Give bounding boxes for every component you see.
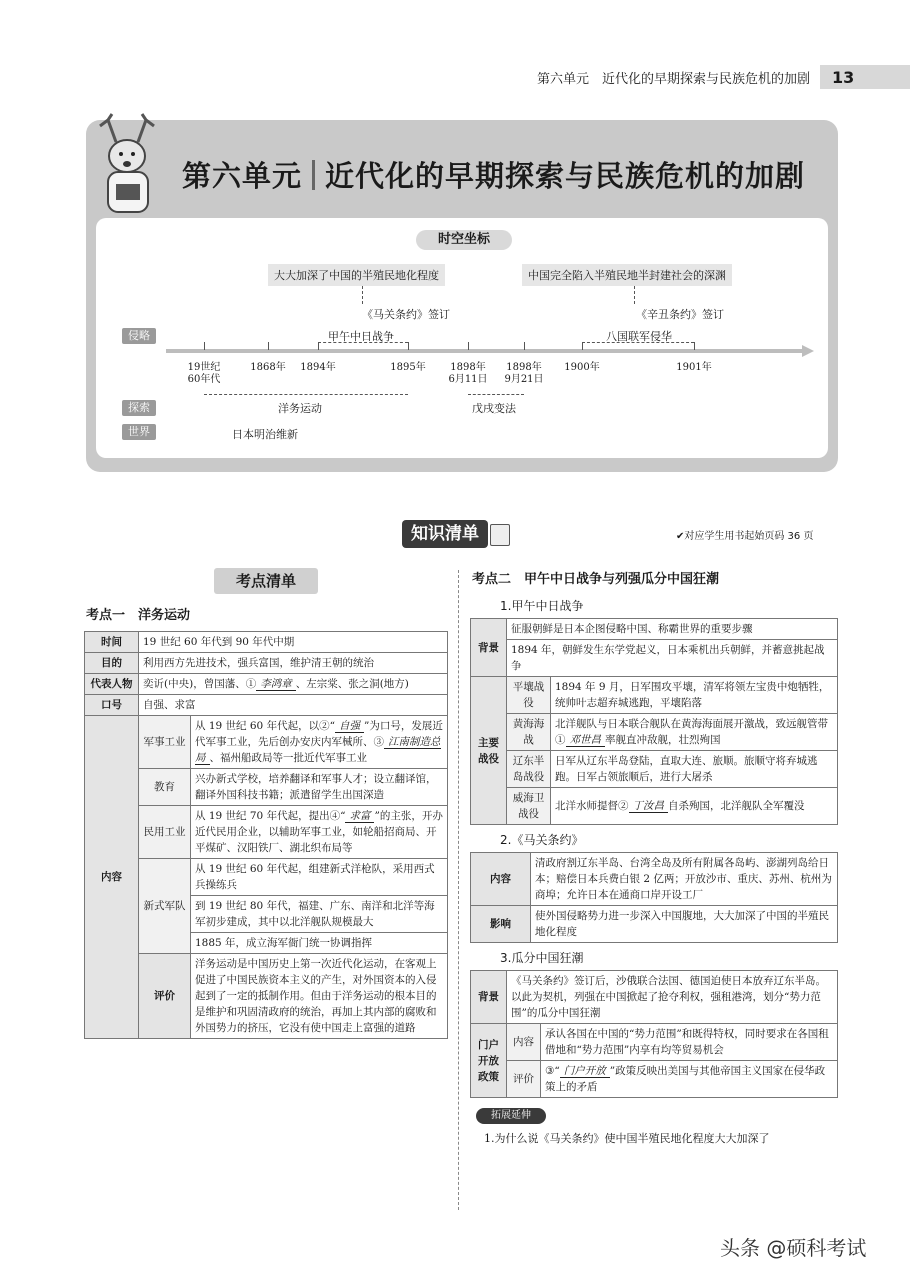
mil-mid: ”为口号，发展近代军事工业，先后创办安庆内军械所、③ (195, 720, 443, 748)
notebook-icon (490, 524, 510, 546)
row-header: 目的 (85, 653, 139, 674)
fill-answer: 求富 (345, 810, 374, 823)
deer-mascot-icon (86, 112, 176, 222)
mil-pre: 从 19 世纪 60 年代起，以②“ (195, 720, 335, 732)
timeline-card (96, 218, 828, 458)
table-row (85, 695, 448, 716)
unit-label: 第六单元 (182, 159, 303, 193)
subsection-3: 3.瓜分中国狂潮 (500, 951, 584, 965)
op-post: ”政策反映出美国与其他帝国主义国家在侵华政策上的矛盾 (545, 1065, 826, 1093)
table-row (85, 653, 448, 674)
civ-post: ”的主张，开办近代民用企业，以辅助军事工业，如轮船招商局、开平煤矿、汉阳铁厂、湖北织布局等 (195, 810, 443, 854)
row-value: 兴办新式学校，培养翻译和军事人才；设立翻译馆，翻译外国科技书籍；派遣留学生出国深造 (191, 769, 448, 806)
row-value: 从 19 世纪 60 年代起，组建新式洋枪队，采用西式兵操练兵 (191, 859, 448, 896)
extension-badge: 拓展延伸 (476, 1108, 546, 1124)
span-war1 (318, 342, 408, 343)
chapter-banner (86, 120, 838, 472)
treaty-left: 《马关条约》签订 (362, 308, 450, 321)
b4-pre: 北洋水师提督② (555, 800, 629, 812)
row-header: 代表人物 (85, 674, 139, 695)
mil-post: 、福州船政局等一批近代军事工业 (209, 752, 367, 764)
table-row (471, 971, 838, 1024)
subsection-2: 2.《马关条约》 (500, 833, 584, 847)
year-1898-jun-a: 1898年 (450, 362, 486, 373)
table-row (471, 1061, 838, 1098)
tick (408, 342, 409, 350)
row-value: 1894 年，朝鲜发生东学党起义，日本乘机出兵朝鲜，并蓄意挑起战争 (507, 640, 838, 677)
row-header: 口号 (85, 695, 139, 716)
fill-answer: 自强 (335, 720, 364, 733)
table-row (471, 751, 838, 788)
sub-header: 评价 (507, 1061, 541, 1098)
row-value: 《马关条约》签订后，沙俄联合法国、德国迫使日本放弃辽东半岛。以此为契机，列强在中国掀起了抢夺利权，强租港湾，划分“势力范围”的瓜分中国狂潮 (507, 971, 838, 1024)
year-1901: 1901年 (676, 362, 712, 373)
westernization-table (84, 631, 448, 1039)
table-row (85, 632, 448, 653)
sub-header: 教育 (139, 769, 191, 806)
timeline-axis (166, 349, 806, 353)
tick (582, 342, 583, 350)
row-value (139, 674, 448, 695)
table-row (471, 788, 838, 825)
table-row (85, 716, 448, 769)
sub-header: 军事工业 (139, 716, 191, 769)
fill-answer: 江南制造总局 (195, 736, 441, 764)
year-60s (182, 362, 226, 386)
rep-post: 、左宗棠、张之洞(地方) (295, 678, 409, 690)
sub-header: 威海卫战役 (507, 788, 551, 825)
year-60s-b: 60年代 (187, 374, 221, 385)
row-value: 到 19 世纪 80 年代，福建、广东、南洋和北洋等海军初步建成，其中以北洋舰队规模最大 (191, 896, 448, 933)
subsection-1: 1.甲午中日战争 (500, 599, 584, 613)
sub-header: 新式军队 (139, 859, 191, 954)
row-header: 时间 (85, 632, 139, 653)
b4-post: 自杀殉国，北洋舰队全军覆没 (668, 800, 805, 812)
column-divider (458, 570, 459, 1210)
table-row (471, 640, 838, 677)
arrow-up-right (634, 286, 635, 304)
table-row (85, 806, 448, 859)
fill-answer: 邓世昌 (566, 734, 606, 747)
war-table (470, 618, 838, 825)
tag-invasion: 侵略 (122, 328, 156, 344)
tick (204, 342, 205, 350)
row-value (551, 788, 838, 825)
row-header: 内容 (471, 853, 531, 906)
table-row (471, 1024, 838, 1061)
watermark: 头条 @硕科考试 (720, 1236, 867, 1260)
tick (318, 342, 319, 350)
extension-question: 1.为什么说《马关条约》使中国半殖民地化程度大大加深了 (484, 1132, 770, 1145)
table-row (471, 714, 838, 751)
span-war2 (582, 342, 694, 343)
sub-header: 辽东半岛战役 (507, 751, 551, 788)
op-pre: ③“ (545, 1065, 560, 1077)
running-title: 第六单元 近代化的早期探索与民族危机的加剧 (536, 71, 810, 87)
tick (268, 342, 269, 350)
table-row (471, 619, 838, 640)
b2-pre: 北洋舰队与日本联合舰队在黄海海面展开激战，致远舰管带① (555, 718, 828, 746)
timeline-arrowhead (802, 345, 814, 357)
year-1895: 1895年 (390, 362, 426, 373)
title-separator (312, 160, 315, 190)
row-header: 背景 (471, 971, 507, 1024)
page-number: 13 (820, 65, 910, 89)
table-row (471, 677, 838, 714)
row-header: 门户开放政策 (471, 1024, 507, 1098)
row-header: 主要战役 (471, 677, 507, 825)
partition-table (470, 970, 838, 1098)
row-value: 洋务运动是中国历史上第一次近代化运动，在客观上促进了中国民族资本主义的产生，对外国资本的入侵起到了一定的抵制作用。但由于洋务运动的根本目的是维护和巩固清政府的统治，再加上其内部的腐败和外国势力的挤压，它没有使中国走上富强的道路 (191, 954, 448, 1039)
sub-header: 内容 (507, 1024, 541, 1061)
rep-pre: 奕䜣(中央)，曾国藩、① (143, 678, 257, 690)
arrow-up-left (362, 286, 363, 304)
kaodian-badge: 考点清单 (214, 568, 318, 594)
meiji-label: 日本明治维新 (232, 428, 298, 441)
row-value (191, 716, 448, 769)
row-value: 19 世纪 60 年代到 90 年代中期 (139, 632, 448, 653)
table-row (471, 853, 838, 906)
reform-label: 戊戌变法 (472, 402, 516, 415)
row-value: 日军从辽东半岛登陆，直取大连、旅顺。旅顺守将弃城逃跑。日军占领旅顺后，进行大屠杀 (551, 751, 838, 788)
banner-title (182, 154, 805, 195)
treaty-right: 《辛丑条约》签订 (636, 308, 724, 321)
b2-post: 率舰直冲敌舰，壮烈殉国 (605, 734, 721, 746)
right-column (470, 568, 838, 1146)
year-1898-sep (502, 362, 546, 386)
sub-header: 黄海海战 (507, 714, 551, 751)
row-header: 内容 (85, 716, 139, 1039)
tag-explore: 探索 (122, 400, 156, 416)
row-value (551, 714, 838, 751)
row-header: 背景 (471, 619, 507, 677)
span-reform (468, 394, 524, 395)
timeline-box-left: 大大加深了中国的半殖民地化程度 (268, 264, 445, 286)
tag-world: 世界 (122, 424, 156, 440)
sub-header: 平壤战役 (507, 677, 551, 714)
row-value: 自强、求富 (139, 695, 448, 716)
table-row (85, 954, 448, 1039)
tick (694, 342, 695, 350)
span-movement (204, 394, 408, 395)
row-value: 1885 年，成立海军衙门统一协调指挥 (191, 933, 448, 954)
civ-pre: 从 19 世纪 70 年代起，提出④“ (195, 810, 346, 822)
sub-header: 民用工业 (139, 806, 191, 859)
fill-answer: 门户开放 (560, 1065, 610, 1078)
row-value: 征服朝鲜是日本企图侵略中国、称霸世界的重要步骤 (507, 619, 838, 640)
running-header (470, 64, 910, 90)
year-1898-sep-a: 1898年 (506, 362, 542, 373)
tick (524, 342, 525, 350)
row-value (191, 806, 448, 859)
row-header: 评价 (139, 954, 191, 1039)
row-value: 1894 年 9 月，日军围攻平壤，清军将领左宝贵中炮牺牲，统帅叶志超弃城逃跑，平壤陷落 (551, 677, 838, 714)
row-value: 利用西方先进技术，强兵富国，维护清王朝的统治 (139, 653, 448, 674)
year-60s-a: 19世纪 (187, 362, 221, 373)
treaty-table (470, 852, 838, 943)
war-eight-nation: 八国联军侵华 (606, 330, 672, 343)
table-row (85, 769, 448, 806)
year-1898-jun-b: 6月11日 (448, 374, 488, 385)
table-row (85, 859, 448, 896)
row-value: 承认各国在中国的“势力范围”和既得特权，同时要求在各国租借地和“势力范围”内享有均等贸易机会 (541, 1024, 838, 1061)
unit-title: 近代化的早期探索与民族危机的加剧 (325, 159, 806, 193)
year-1868: 1868年 (250, 362, 286, 373)
textbook-page-ref: ✔对应学生用书起始页码 36 页 (676, 531, 814, 542)
tick (468, 342, 469, 350)
year-1898-jun (446, 362, 490, 386)
left-column (84, 568, 448, 1039)
fill-answer: 李鸿章 (256, 678, 296, 691)
year-1894: 1894年 (300, 362, 336, 373)
table-row (471, 906, 838, 943)
fill-answer: 丁汝昌 (629, 800, 669, 813)
timeline-box-right: 中国完全陷入半殖民地半封建社会的深渊 (522, 264, 732, 286)
table-row (85, 674, 448, 695)
war-sino-japanese: 甲午中日战争 (328, 330, 394, 343)
row-value: 使外国侵略势力进一步深入中国腹地，大大加深了中国的半殖民地化程度 (531, 906, 838, 943)
section-title: 知识清单 (402, 520, 488, 548)
row-header: 影响 (471, 906, 531, 943)
kaodian-2-title: 考点二 甲午中日战争与列强瓜分中国狂潮 (472, 572, 720, 587)
year-1898-sep-b: 9月21日 (504, 374, 544, 385)
year-1900: 1900年 (564, 362, 600, 373)
row-value: 清政府割辽东半岛、台湾全岛及所有附属各岛屿、澎湖列岛给日本；赔偿日本兵费白银 2 亿两；开放沙市、重庆、苏州、杭州为商埠；允许日本在通商口岸开设工厂 (531, 853, 838, 906)
kaodian-1-title: 考点一 洋务运动 (86, 608, 191, 623)
timeline-badge: 时空坐标 (416, 230, 512, 250)
movement-label: 洋务运动 (278, 402, 322, 415)
row-value (541, 1061, 838, 1098)
